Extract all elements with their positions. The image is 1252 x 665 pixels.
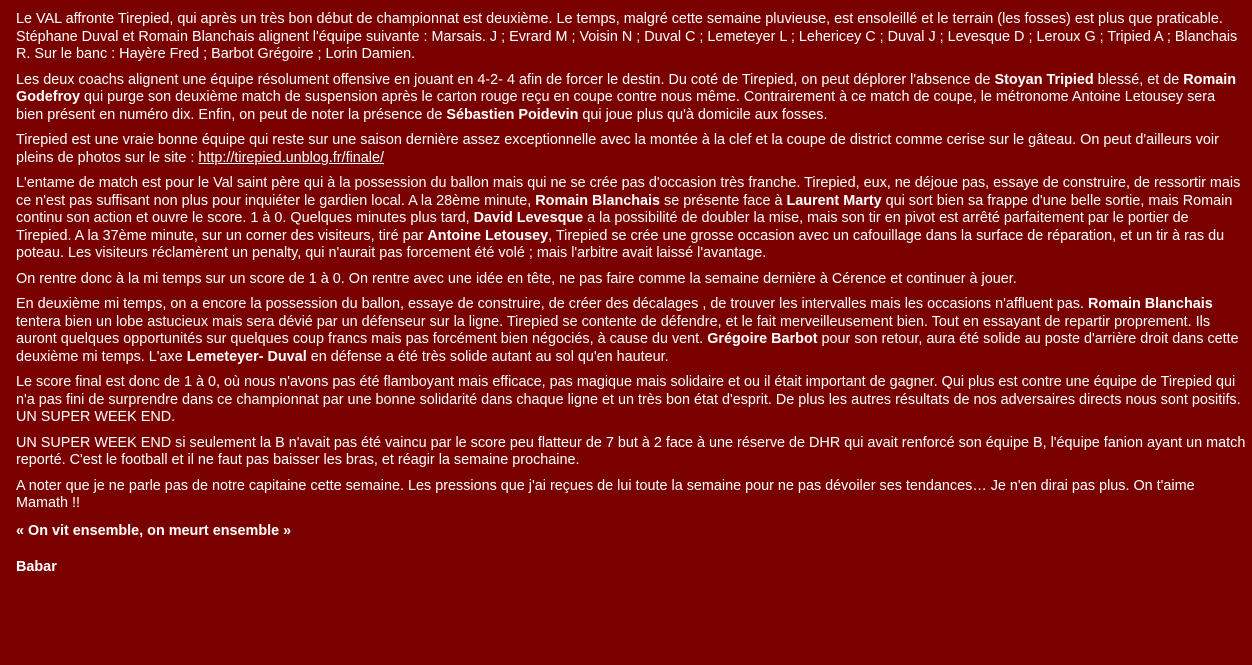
paragraph-opponent <box>16 132 1246 167</box>
paragraph-text: A noter que je ne parle pas de notre capitaine cette semaine. Les pressions que j'ai reçues de lui toute la semaine pour ne pas dévoiler ses tendances… Je n'en dirai pas plus. On t'aime Mamath !! <box>16 477 1195 511</box>
paragraph-text: Les deux coachs alignent une équipe résolument offensive en jouant en 4-2- 4 afin de forcer le destin. Du coté de Tirepied, on peut déplorer l'absence de <box>16 71 995 88</box>
paragraph-text: tentera bien un lobe astucieux mais sera dévié par un défenseur sur la ligne. Tirepied se contente de défendre, et le fait merveilleusement bien. Tout en essayant de repartir proprement. Ils auront quelques opportunités sur quelques coup francs mais pas forcément bien négociés, à cause du vent. <box>16 313 1211 347</box>
paragraph-text: qui purge son deuxième match de suspension après le carton rouge reçu en coupe contre nous même. Contrairement à ce match de coupe, le métronome Antoine Letousey sera bien présent en numéro dix. Enfin, on peut de noter la présence de <box>16 89 1216 123</box>
player-name: Romain Blanchais <box>535 192 661 209</box>
paragraph-final-score <box>16 374 1246 427</box>
paragraph-text: pour son retour, aura été solide au poste d'arrière droit dans cette deuxième mi temps. L'axe <box>16 331 1239 365</box>
author-signature <box>16 559 1246 577</box>
paragraph-text: , Tirepied se crée une grosse occasion avec un cafouillage dans la surface de réparation, et un tir à ras du poteau. Les visiteurs réclamèrent un penalty, qui n'aurait pas forcement été volé ; mais l'arbitre avait laissé l'avantage. <box>16 227 1225 261</box>
player-name: Sébastien Poidevin <box>446 106 579 123</box>
paragraph-text: blessé, et de <box>1093 71 1184 88</box>
paragraph-text: a la possibilité de doubler la mise, mais son tir en pivot est arrêté parfaitement par le portier de Tirepied. A la 37ème minute, sur un corner des visiteurs, tiré par <box>16 210 1189 244</box>
player-name: Laurent Marty <box>786 192 882 209</box>
paragraph-text: qui sort bien sa frappe d'une belle sortie, mais Romain continu son action et ouvre le score. 1 à 0. Quelques minutes plus tard, <box>16 192 1233 226</box>
team-motto <box>16 523 1246 541</box>
motto-text: « On vit ensemble, on meurt ensemble » <box>16 522 292 539</box>
player-name: Stoyan Tripied <box>994 71 1094 88</box>
paragraph-text: Tirepied est une vraie bonne équipe qui reste sur une saison dernière assez exceptionnelle avec la montée à la clef et la coupe de district comme cerise sur le gâteau. On peut d'ailleurs voir pleins de photos sur le site : <box>16 132 1219 166</box>
signature-text: Babar <box>16 559 57 575</box>
paragraph-b-team <box>16 435 1246 470</box>
paragraph-text: L'entame de match est pour le Val saint père qui à la possession du ballon mais qui ne se crée pas d'occasion très franche. Tirepied, eux, ne déjoue pas, essaye de construire, de ressortir mais ce n'est pas suffisant non plus pour inquiéter le gardien local. A la 28ème minute, <box>16 175 1241 209</box>
paragraph-text: en défense a été très solide autant au sol qu'en hauteur. <box>306 348 669 365</box>
paragraph-first-half <box>16 175 1246 263</box>
player-name: Antoine Letousey <box>427 227 549 244</box>
player-name: Romain Godefroy <box>16 71 1237 105</box>
player-name: David Levesque <box>473 210 584 226</box>
player-name: Lemeteyer- Duval <box>186 348 307 365</box>
paragraph-team-news <box>16 72 1246 125</box>
paragraph-text: Le score final est donc de 1 à 0, où nous n'avons pas été flamboyant mais efficace, pas magique mais solidaire et ou il était important de gagner. Qui plus est contre une équipe de Tirepied qui n'a pas fini de surprendre dans ce championnat par une bonne solidarité dans chaque ligne et un très bon état d'esprit. De plus les autres résultats de nos adversaires directs nous sont positifs. UN SUPER WEEK END. <box>16 374 1241 425</box>
paragraph-text: qui joue plus qu'à domicile aux fosses. <box>578 106 828 123</box>
tirepied-photos-link[interactable]: http://tirepied.unblog.fr/finale/ <box>198 149 384 166</box>
paragraph-captain <box>16 478 1246 513</box>
paragraph-text: On rentre donc à la mi temps sur un score de 1 à 0. On rentre avec une idée en tête, ne pas faire comme la semaine dernière à Cérence et continuer à jouer. <box>16 270 1017 287</box>
paragraph-text: Le VAL affronte Tirepied, qui après un très bon début de championnat est deuxième. Le temps, malgré cette semaine pluvieuse, est ensoleillé et le terrain (les fosses) est plus que praticable. Stéphane Duval et Romain Blanchais alignent l'équipe suivante : Marsais. J ; Evrard M ; Voisin N ; Duval C ; Lemeteyer L ; Lehericey C ; Duval J ; Levesque D ; Leroux G ; Tripied A ; Blanchais R. Sur le banc : Hayère Fred ; Barbot Grégoire ; Lorin Damien. <box>16 11 1238 62</box>
paragraph-text: UN SUPER WEEK END si seulement la B n'avait pas été vaincu par le score peu flatteur de 7 but à 2 face à une réserve de DHR qui avait renforcé son équipe B, l'équipe fanion ayant un match reporté. C'est le football et il ne faut pas baisser les bras, et réagir la semaine prochaine. <box>16 434 1246 468</box>
paragraph-half-time <box>16 271 1246 289</box>
paragraph-text: En deuxième mi temps, on a encore la possession du ballon, essaye de construire, de créer des décalages , de trouver les intervalles mais les occasions n'affluent pas. <box>16 296 1088 312</box>
paragraph-second-half <box>16 296 1246 366</box>
player-name: Grégoire Barbot <box>707 331 818 347</box>
paragraph-lineup <box>16 11 1246 64</box>
player-name: Romain Blanchais <box>1087 296 1213 312</box>
paragraph-text: se présente face à <box>660 192 787 209</box>
